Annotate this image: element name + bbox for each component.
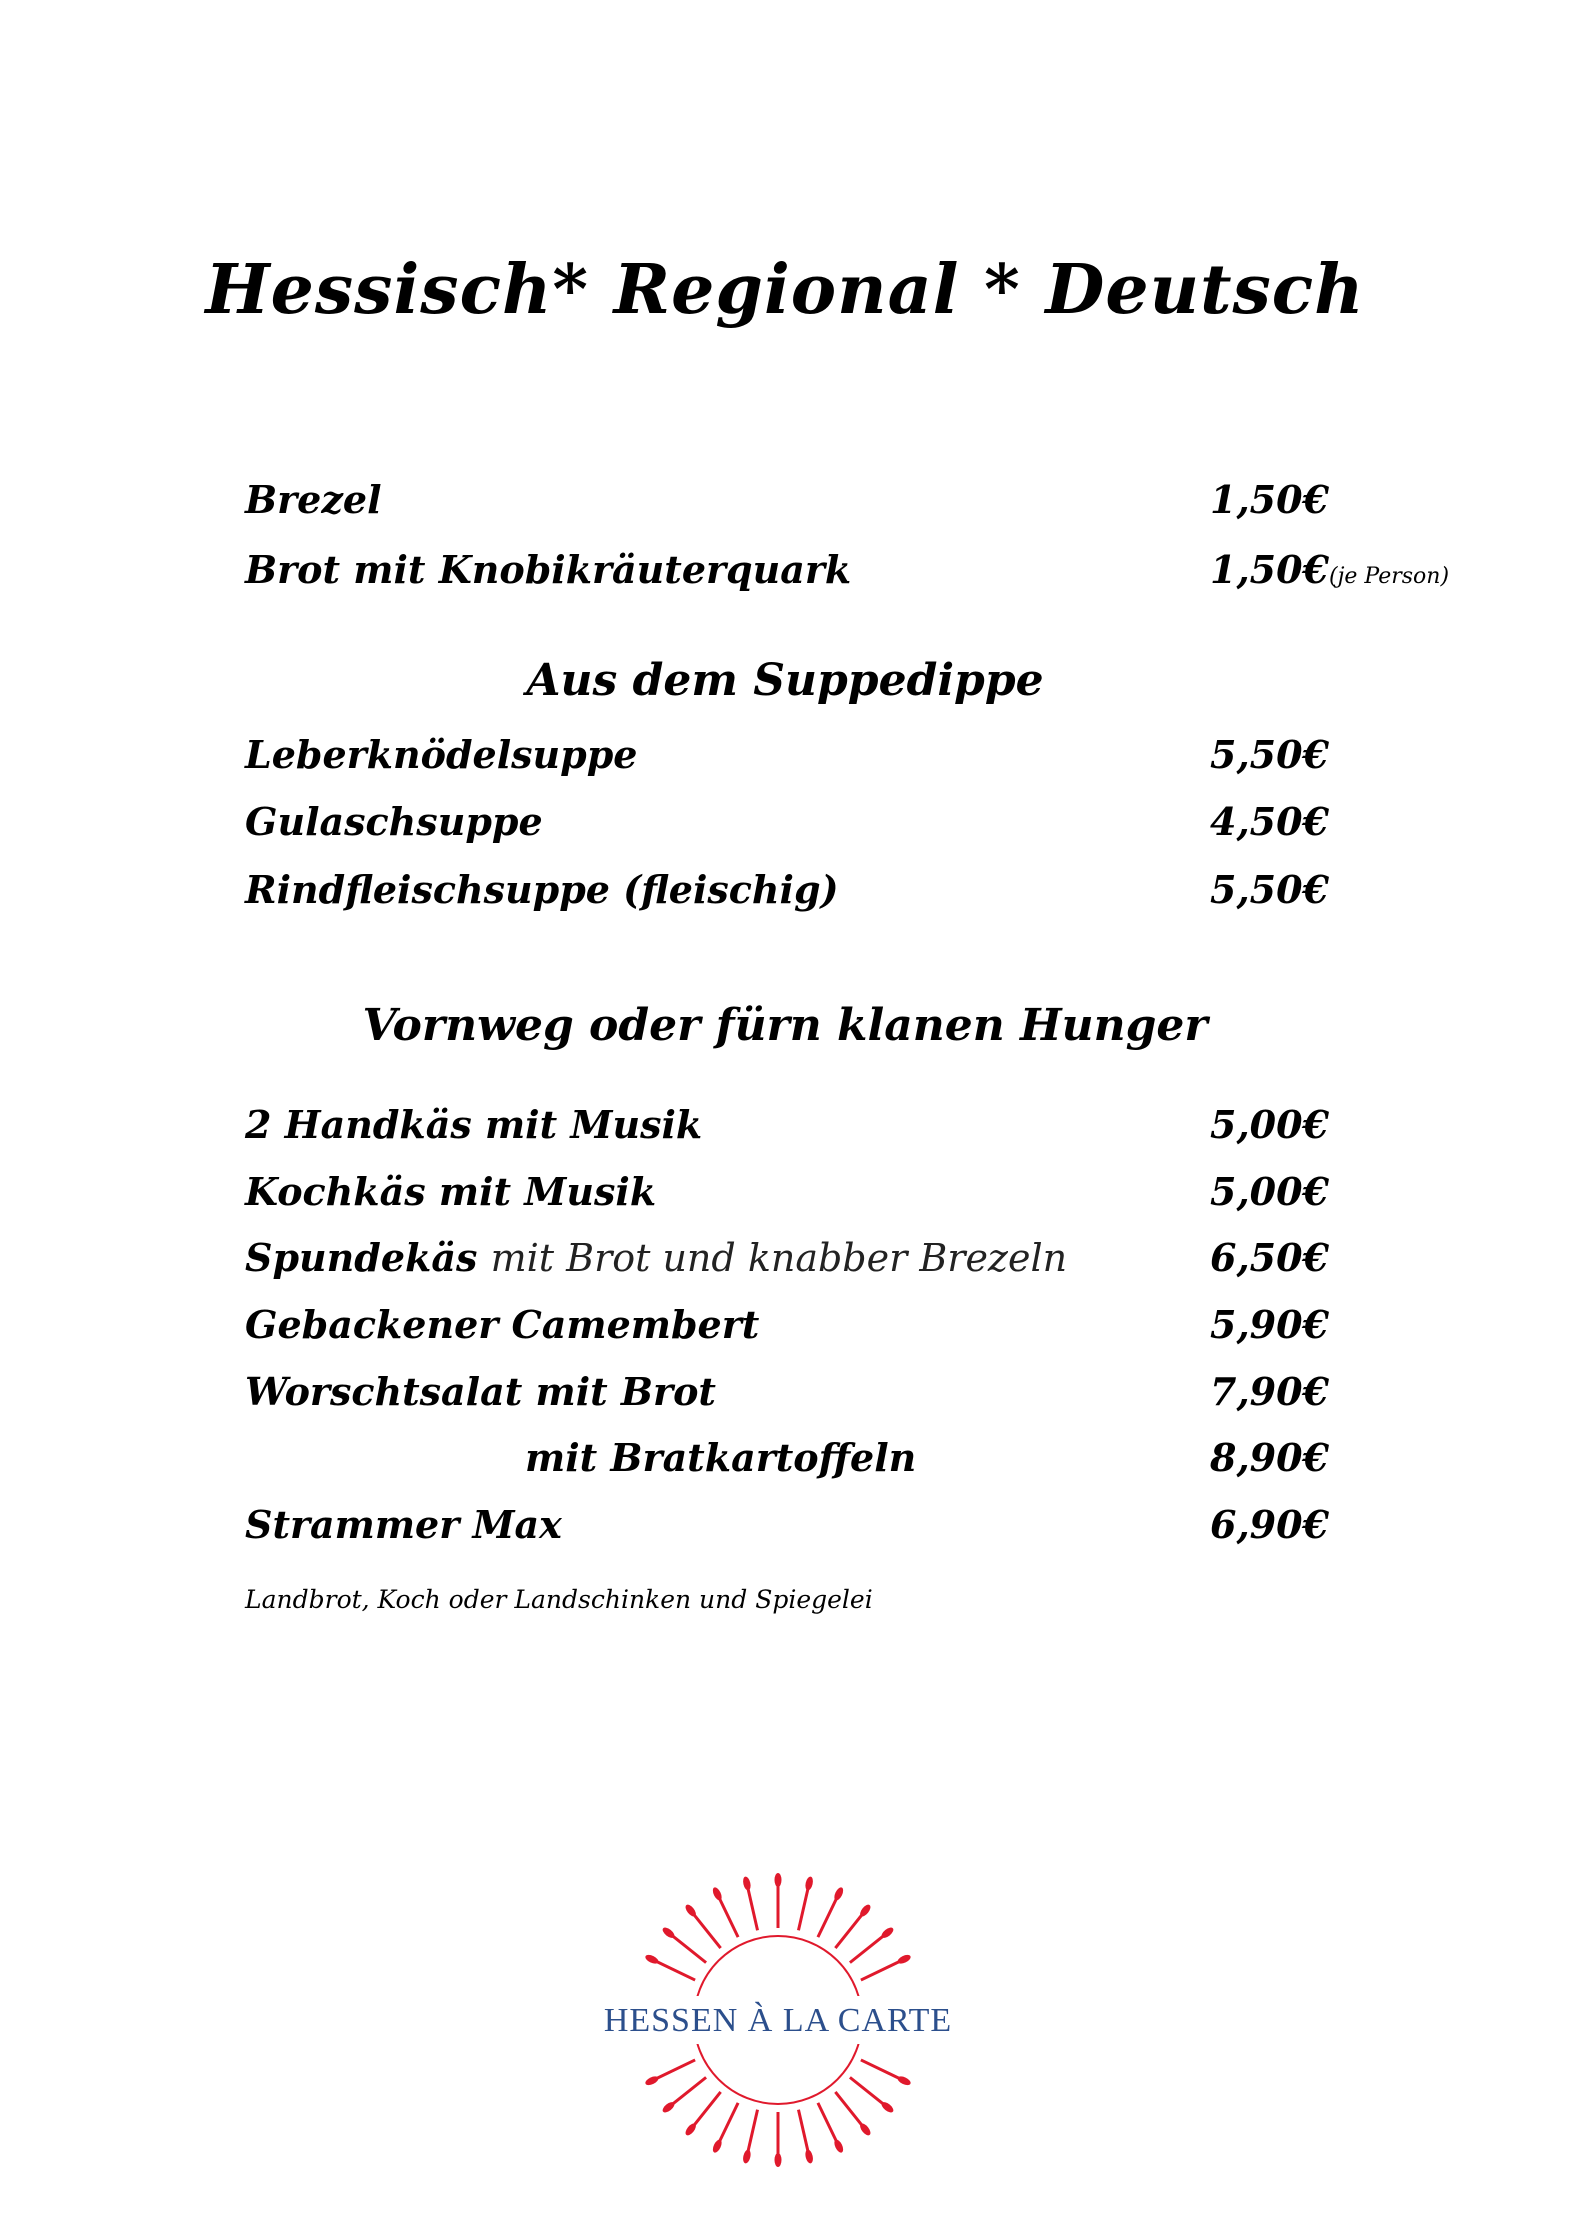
cutlery-ray xyxy=(661,2075,708,2115)
item-name: Kochkäs mit Musik xyxy=(245,1169,657,1214)
section-heading-starters: Vornweg oder fürn klanen Hunger xyxy=(362,1000,1208,1051)
cutlery-ray xyxy=(711,2101,741,2154)
item-price: 5,50€ xyxy=(1210,732,1329,777)
item-price: 6,50€ xyxy=(1210,1235,1329,1280)
cutlery-ray xyxy=(644,1953,697,1983)
menu-item xyxy=(245,540,1450,600)
item-price: 5,00€ xyxy=(1210,1102,1329,1147)
cutlery-ray xyxy=(775,2112,782,2167)
item-price: 1,50€ xyxy=(1210,477,1329,522)
item-price: 8,90€ xyxy=(1210,1435,1329,1480)
item-name: Brot mit Knobikräuterquark xyxy=(245,547,852,592)
menu-item xyxy=(245,725,1445,785)
page-title: Hessisch* Regional * Deutsch xyxy=(205,250,1365,330)
cutlery-ray xyxy=(833,1903,873,1950)
menu-item xyxy=(245,860,1445,920)
cutlery-ray xyxy=(684,1903,724,1950)
item-price: 4,50€ xyxy=(1210,799,1329,844)
menu-item-variant xyxy=(245,1428,1445,1488)
cutlery-ray xyxy=(661,1926,708,1966)
cutlery-ray xyxy=(644,2057,697,2087)
item-name: Worschtsalat mit Brot xyxy=(245,1369,716,1414)
item-name: mit Bratkartoffeln xyxy=(525,1435,917,1480)
item-price: 1,50€(je Person) xyxy=(1210,547,1450,592)
cutlery-ray xyxy=(815,1886,845,1939)
cutlery-ray xyxy=(815,2101,845,2154)
menu-item xyxy=(245,1228,1445,1288)
menu-item xyxy=(245,1162,1445,1222)
cutlery-ray xyxy=(775,1873,782,1928)
item-price: 5,00€ xyxy=(1210,1169,1329,1214)
item-price: 6,90€ xyxy=(1210,1502,1329,1547)
item-name: Spundekäs mit Brot und knabber Brezeln xyxy=(245,1235,1068,1280)
cutlery-ray xyxy=(859,2057,912,2087)
cutlery-ray xyxy=(795,1876,814,1931)
item-footnote: Landbrot, Koch oder Landschinken und Spiegelei xyxy=(245,1585,873,1614)
cutlery-ray xyxy=(848,1926,895,1966)
menu-item xyxy=(245,1295,1445,1355)
logo-text: HESSEN À LA CARTE xyxy=(603,2002,953,2039)
cutlery-ray xyxy=(711,1886,741,1939)
item-price: 7,90€ xyxy=(1210,1369,1329,1414)
item-name: Brezel xyxy=(245,477,382,522)
cutlery-ray xyxy=(848,2075,895,2115)
item-name: Gulaschsuppe xyxy=(245,799,543,844)
item-name: 2 Handkäs mit Musik xyxy=(245,1102,703,1147)
item-name: Rindfleischsuppe (fleischig) xyxy=(245,867,839,912)
cutlery-ray xyxy=(859,1953,912,1983)
cutlery-ray xyxy=(742,1876,761,1931)
item-note: (je Person) xyxy=(1329,564,1450,589)
menu-item xyxy=(245,1362,1445,1422)
menu-item xyxy=(245,470,1445,530)
menu-item xyxy=(245,1495,1445,1555)
menu-item xyxy=(245,792,1445,852)
item-description: mit Brot und knabber Brezeln xyxy=(490,1236,1068,1280)
cutlery-ray xyxy=(795,2109,814,2164)
cutlery-ray xyxy=(742,2109,761,2164)
item-name: Gebackener Camembert xyxy=(245,1302,760,1347)
item-name: Leberknödelsuppe xyxy=(245,732,638,777)
brand-logo xyxy=(578,1870,978,2170)
item-price: 5,50€ xyxy=(1210,867,1329,912)
item-name: Strammer Max xyxy=(245,1502,562,1547)
section-heading-soups: Aus dem Suppedippe xyxy=(526,655,1044,706)
menu-item xyxy=(245,1095,1445,1155)
cutlery-ray xyxy=(684,2090,724,2137)
cutlery-ray xyxy=(833,2090,873,2137)
item-price: 5,90€ xyxy=(1210,1302,1329,1347)
